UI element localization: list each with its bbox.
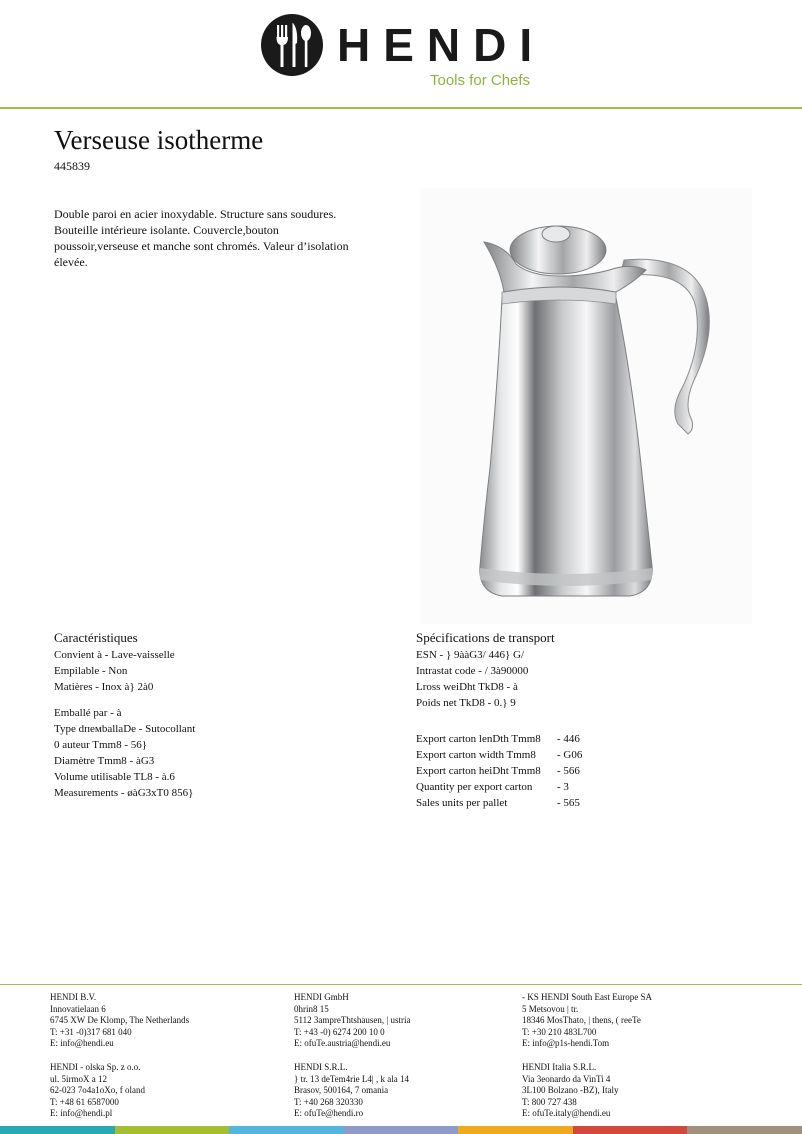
color-segment — [115, 1126, 230, 1134]
product-sku: 445839 — [54, 159, 90, 173]
spec-row — [416, 795, 776, 811]
spec-row — [416, 779, 776, 795]
color-segment — [458, 1126, 573, 1134]
office-address — [50, 992, 189, 1050]
color-segment — [573, 1126, 688, 1134]
spec-row: 0 auteur Tmm8 - 56} — [54, 739, 148, 751]
office-line: ul. 5irmoX a 12 — [50, 1073, 107, 1084]
office-line: Via 3eonardo da VinTi 4 — [522, 1073, 611, 1084]
spec-row: Emballé par - à — [54, 707, 122, 719]
office-line: E: info@p1s-hendi.Tom — [522, 1038, 610, 1048]
spec-row: ESN - } 9ààG3/ 446} G/ — [416, 649, 525, 661]
office-line: T: 800 727 438 — [522, 1096, 577, 1107]
product-image — [420, 188, 752, 624]
color-segment — [0, 1126, 115, 1134]
brand-name: HENDI — [337, 19, 546, 71]
spec-value: - 566 — [557, 765, 580, 777]
office-line: HENDI - olska Sp. z o.o. — [50, 1062, 141, 1072]
office-address — [522, 1062, 618, 1120]
office-line: E: ofuTe.austria@hendi.eu — [294, 1038, 391, 1048]
office-line: 5 Metsovou | tr. — [522, 1003, 579, 1014]
color-segment — [687, 1126, 802, 1134]
office-line: T: +30 210 483L700 — [522, 1026, 597, 1037]
spec-row: Convient à - Lave-vaisselle — [54, 649, 175, 661]
office-line: 62-023 7o4a1oXo, f oland — [50, 1085, 145, 1095]
spec-row: Diamètre Tmm8 - àG3 — [54, 755, 155, 767]
header-divider — [0, 107, 802, 109]
office-line: Brasov, 500164, 7 omania — [294, 1085, 389, 1095]
spec-value: - G06 — [557, 749, 583, 761]
office-address — [522, 992, 652, 1050]
spec-row: Intrastat code - / 3à90000 — [416, 665, 529, 677]
brand-tagline: Tools for Chefs — [430, 72, 531, 89]
office-line: T: +43 -0) 6274 200 10 0 — [294, 1026, 385, 1037]
office-line: HENDI Italia S.R.L. — [522, 1062, 597, 1072]
office-line: 3L100 Bolzano -BZ), Italy — [522, 1085, 619, 1095]
header — [0, 0, 802, 110]
product-title: Verseuse isotherme — [54, 125, 264, 155]
spec-row: Volume utilisable TL8 - à.6 — [54, 771, 175, 783]
spec-row: Measurements - øàG3xT0 856} — [54, 787, 194, 799]
office-line: E: ofuTe@hendi.ro — [294, 1108, 364, 1118]
office-line: HENDI GmbH — [294, 992, 349, 1002]
office-line: T: +40 268 320330 — [294, 1096, 363, 1107]
spec-row: Poids net TkD8 - 0.} 9 — [416, 697, 516, 709]
spec-row — [416, 731, 776, 747]
office-line: E: info@hendi.eu — [50, 1038, 114, 1048]
transport-heading: Spécifications de transport — [416, 630, 555, 645]
office-line: HENDI S.R.L. — [294, 1062, 348, 1072]
office-line: } tr. 13 deTem4rie L4| , k ala 14 — [294, 1073, 409, 1084]
spec-label: Export carton heiDht Tmm8 — [416, 765, 541, 777]
spec-value: - 3 — [557, 781, 569, 793]
spec-row: Type dпемballaDe - Sutocollant — [54, 723, 196, 735]
spec-row: Empilable - Non — [54, 665, 128, 677]
spec-row: Matières - Inox à} 2à0 — [54, 681, 154, 693]
office-line: 6745 XW De Klomp, The Netherlands — [50, 1015, 190, 1025]
office-line: - KS HENDI South East Europe SA — [522, 992, 652, 1002]
transport-section — [416, 630, 776, 811]
spec-row — [416, 763, 776, 779]
logo-icon — [260, 13, 324, 77]
office-line: HENDI B.V. — [50, 992, 97, 1002]
spec-row: Lross weiDht TkD8 - à — [416, 681, 518, 693]
office-line: E: info@hendi.pl — [50, 1108, 113, 1118]
footer-color-bar — [0, 1126, 802, 1134]
characteristics-section — [54, 630, 394, 801]
color-segment — [229, 1126, 344, 1134]
office-address — [50, 1062, 145, 1120]
spec-label: Export carton width Tmm8 — [416, 749, 536, 761]
spec-value: - 446 — [557, 733, 580, 745]
office-line: T: +31 -0)317 681 040 — [50, 1026, 132, 1037]
spec-row — [416, 747, 776, 763]
office-line: E: ofuTe.italy@hendi.eu — [522, 1108, 611, 1118]
office-line: Innovatielaan 6 — [50, 1003, 106, 1014]
spec-label: Quantity per export carton — [416, 781, 533, 793]
spec-label: Sales units per pallet — [416, 797, 508, 809]
product-description: Double paroi en acier inoxydable. Structure sans soudures. Bouteille intérieure isolante. Couvercle,bouton poussoir,verseuse et manche sont chromés. Valeur d’isolation élevée. — [54, 207, 349, 269]
footer-divider — [0, 984, 802, 985]
office-line: 0hrin8 15 — [294, 1003, 329, 1014]
office-address — [294, 1062, 409, 1120]
spec-value: - 565 — [557, 797, 580, 809]
characteristics-heading: Caractéristiques — [54, 630, 138, 645]
color-segment — [344, 1126, 459, 1134]
office-address — [294, 992, 410, 1050]
office-line: 18346 MosThato, | thens, ( reeTe — [522, 1015, 641, 1025]
office-line: T: +48 61 6587000 — [50, 1096, 119, 1107]
spec-label: Export carton lenDth Tmm8 — [416, 733, 541, 745]
office-line: 5112 3ampreThtshausen, | ustria — [294, 1015, 411, 1025]
